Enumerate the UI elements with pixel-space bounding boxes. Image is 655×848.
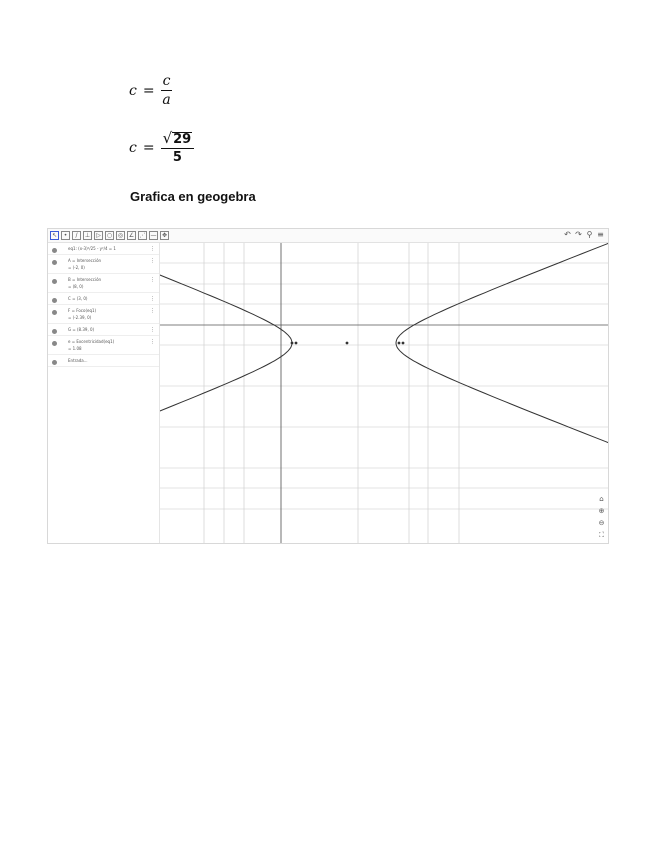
- visibility-icon[interactable]: [52, 279, 57, 284]
- more-icon[interactable]: ⋮: [150, 339, 155, 345]
- algebra-row[interactable]: G = (8.39, 0) ⋮: [48, 324, 159, 336]
- circle-tool-icon[interactable]: ○: [106, 232, 113, 239]
- geogebra-screenshot: [47, 228, 609, 544]
- eq2-radicand: 29: [173, 132, 192, 147]
- polygon-tool-icon[interactable]: ▷: [94, 231, 103, 240]
- visibility-icon[interactable]: [52, 329, 57, 334]
- visibility-icon[interactable]: [52, 260, 57, 265]
- redo-icon[interactable]: ↷: [575, 230, 582, 239]
- eq1-equals: =: [142, 82, 155, 99]
- eq1-fraction: [161, 74, 173, 107]
- more-icon[interactable]: ⋮: [150, 277, 155, 283]
- visibility-icon[interactable]: [52, 298, 57, 303]
- reflect-tool-icon[interactable]: ⋰: [139, 232, 146, 239]
- search-icon[interactable]: ⚲: [586, 230, 593, 239]
- slider-tool-icon[interactable]: —: [150, 232, 157, 239]
- zoom-out-icon[interactable]: ⊖: [598, 519, 605, 527]
- eq2-fraction: [161, 131, 195, 164]
- perpendicular-tool-icon[interactable]: ⊥: [84, 232, 91, 239]
- sqrt-symbol: √: [162, 129, 173, 147]
- visibility-icon[interactable]: [52, 341, 57, 346]
- section-heading: Grafica en geogebra: [130, 189, 256, 204]
- more-icon[interactable]: ⋮: [150, 327, 155, 333]
- move-tool-icon[interactable]: ↖: [51, 232, 58, 239]
- eq1-numerator: c: [162, 73, 171, 89]
- eq2-lhs: c: [129, 139, 137, 156]
- more-icon[interactable]: ⋮: [150, 246, 155, 252]
- visibility-icon[interactable]: [52, 248, 57, 253]
- undo-icon[interactable]: ↶: [564, 230, 571, 239]
- algebra-row[interactable]: eq1: (x-3)²/25 - y²/4 = 1 ⋮: [48, 243, 159, 255]
- equation-sqrt29-over-5: [129, 131, 194, 164]
- geogebra-toolbar: [48, 229, 608, 243]
- move-view-tool-icon[interactable]: ✥: [161, 232, 168, 239]
- graphics-view[interactable]: [160, 243, 608, 543]
- line-tool-icon[interactable]: /: [72, 231, 81, 240]
- algebra-row[interactable]: F = Foco(eq1) = (-2.39, 0) ⋮: [48, 305, 159, 324]
- fullscreen-icon[interactable]: ⛶: [599, 531, 604, 539]
- algebra-row[interactable]: A = Intersección = (-2, 0) ⋮: [48, 255, 159, 274]
- more-icon[interactable]: ⋮: [150, 296, 155, 302]
- more-icon[interactable]: ⋮: [150, 258, 155, 264]
- eq1-lhs: c: [129, 82, 137, 99]
- eq2-equals: =: [142, 139, 155, 156]
- algebra-view: [48, 243, 160, 543]
- home-icon[interactable]: ⌂: [599, 495, 604, 503]
- algebra-row[interactable]: B = Intersección = (8, 0) ⋮: [48, 274, 159, 293]
- point-tool-icon[interactable]: •: [61, 231, 70, 240]
- algebra-row[interactable]: e = Excentricidad(eq1) = 1.08 ⋮: [48, 336, 159, 355]
- plus-icon: [52, 360, 57, 365]
- conic-tool-icon[interactable]: ◎: [117, 232, 124, 239]
- zoom-in-icon[interactable]: ⊕: [598, 507, 605, 515]
- algebra-input[interactable]: Entrada...: [48, 355, 159, 367]
- grid-lines: [160, 243, 608, 543]
- hyperbola: [160, 243, 608, 543]
- angle-tool-icon[interactable]: ∠: [128, 232, 135, 239]
- more-icon[interactable]: ⋮: [150, 308, 155, 314]
- menu-icon[interactable]: ≡: [597, 230, 604, 239]
- eq2-numerator: [161, 131, 195, 149]
- toolbar-right: [561, 230, 605, 239]
- points: [291, 342, 405, 345]
- visibility-icon[interactable]: [52, 310, 57, 315]
- algebra-row[interactable]: C = (3, 0) ⋮: [48, 293, 159, 305]
- eq2-denominator: 5: [172, 150, 182, 165]
- eq1-denominator: a: [162, 92, 171, 108]
- equation-c-over-a: [129, 74, 172, 107]
- zoom-controls: [597, 495, 606, 540]
- axes: [160, 243, 608, 543]
